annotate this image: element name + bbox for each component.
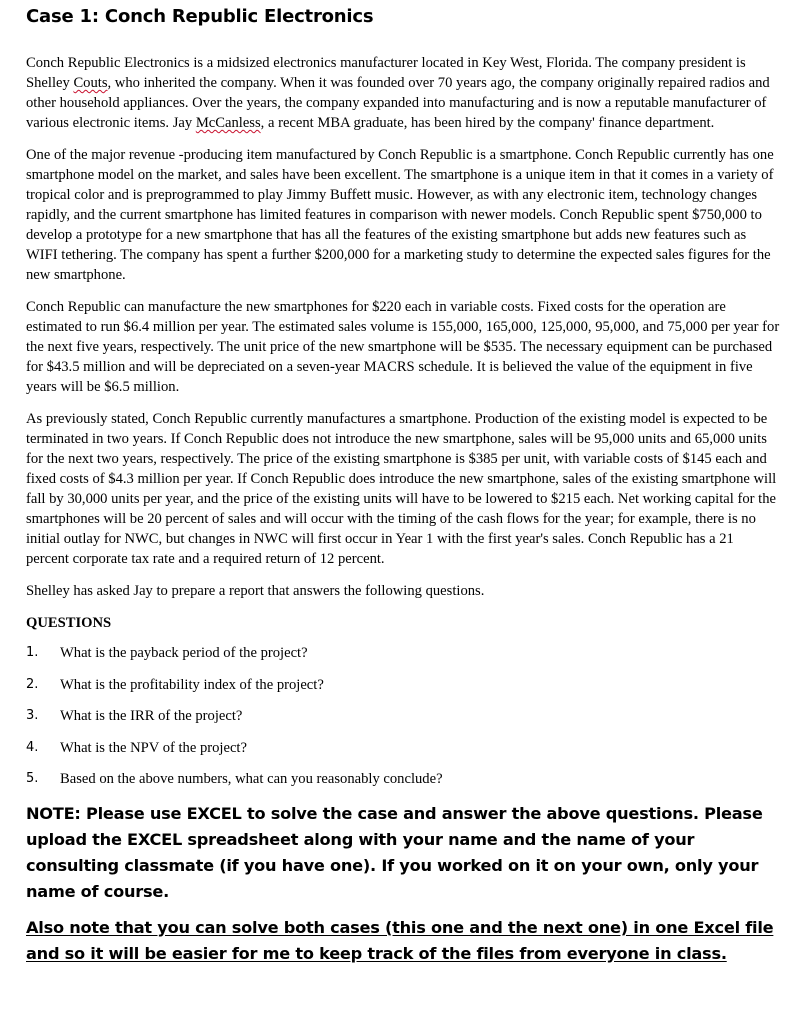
question-number: 3.	[26, 708, 39, 723]
paragraph-intro-part3: , a recent MBA graduate, has been hired by the company' finance department.	[260, 115, 715, 131]
paragraph-intro	[26, 53, 780, 133]
excel-note: NOTE: Please use EXCEL to solve the case and answer the above questions. Please upload the EXCEL spreadsheet along with your name and the name of your consulting classmate (if you have one). If you worked on it on your own, only your name of course.	[26, 803, 763, 901]
question-item	[26, 643, 780, 663]
paragraph-smartphone: One of the major revenue -producing item manufactured by Conch Republic is a smartphone. Conch Republic currently has one smartphone model on the market, and sales have been excellent. The smartphone is a unique item in that it comes in a variety of tropical color and is preprogrammed to play Jimmy Buffett music. However, as with any electronic item, technology changes rapidly, and the current smartphone has limited features in comparison with newer models. Conch Republic spent $750,000 to develop a prototype for a new smartphone that has all the features of the existing smartphone but adds new features such as WIFI tethering. The company has spent a further $200,000 for a marketing study to determine the expected sales figures for the new smartphone.	[26, 147, 774, 283]
question-text: What is the NPV of the project?	[60, 739, 247, 756]
spellcheck-name-couts: Couts	[73, 75, 108, 91]
paragraph-report-request: Shelley has asked Jay to prepare a report that answers the following questions.	[26, 583, 485, 599]
question-text: Based on the above numbers, what can you reasonably conclude?	[60, 771, 443, 787]
question-item	[26, 769, 780, 789]
question-text: What is the payback period of the project?	[60, 645, 308, 661]
paragraph-costs: Conch Republic can manufacture the new smartphones for $220 each in variable costs. Fixed costs for the operation are estimated to run $6.4 million per year. The estimated sales volume is 155,000, 165,000, 125,000, 95,000, and 75,000 per year for the next five years, respectively. The unit price of the new smartphone will be $535. The necessary equipment can be purchased for $43.5 million and will be depreciated on a seven-year MACRS schedule. It is believed the value of the equipment in five years will be $6.5 million.	[26, 299, 780, 395]
paragraph-intro-part1: Conch Republic Electronics is a midsized electronics manufacturer located in Key West, Florida. The company president is Shelley	[26, 55, 746, 91]
case-title: Case 1: Conch Republic Electronics	[26, 6, 374, 27]
question-number: 4.	[26, 739, 39, 755]
question-number: 5.	[26, 771, 39, 786]
paragraph-existing-model: As previously stated, Conch Republic currently manufactures a smartphone. Production of the existing model is expected to be terminated in two years. If Conch Republic does not introduce the new smartphone, sales will be 95,000 units and 65,000 units for the next two years, respectively. The price of the existing smartphone is $385 per unit, with variable costs of $145 each and fixed costs of $4.3 million per year. If Conch Republic does introduce the new smartphone, sales of the existing smartphone will fall by 30,000 units per year, and the price of the existing units will have to be lowered to $215 each. Net working capital for the smartphones will be 20 percent of sales and will occur with the timing of the cash flows for the year; for example, there is no initial outlay for NWC, but changes in NWC will first occur in Year 1 with the first year's sales. Conch Republic has a 21 percent corporate tax rate and a required return of 12 percent.	[26, 411, 777, 567]
question-text: What is the IRR of the project?	[60, 708, 243, 724]
question-number: 2.	[26, 676, 39, 692]
questions-heading: QUESTIONS	[26, 615, 112, 631]
paragraph-intro-part2: , who inherited the company. When it was founded over 70 years ago, the company originally repaired radios and other household appliances. Over the years, the company expanded into manufacturing and is now a reputable manufacturer of various electronic items. Jay	[26, 75, 770, 131]
question-text: What is the profitability index of the project?	[60, 676, 324, 693]
excel-note-underlined: Also note that you can solve both cases (this one and the next one) in one Excel file and so it will be easier for me to keep track of the files from everyone in class.	[26, 917, 774, 963]
question-number: 1.	[26, 645, 39, 660]
spellcheck-name-mccanless: McCanless	[195, 115, 261, 131]
question-item	[26, 738, 780, 758]
question-item	[26, 675, 780, 695]
question-item	[26, 706, 780, 726]
questions-list	[26, 643, 780, 789]
